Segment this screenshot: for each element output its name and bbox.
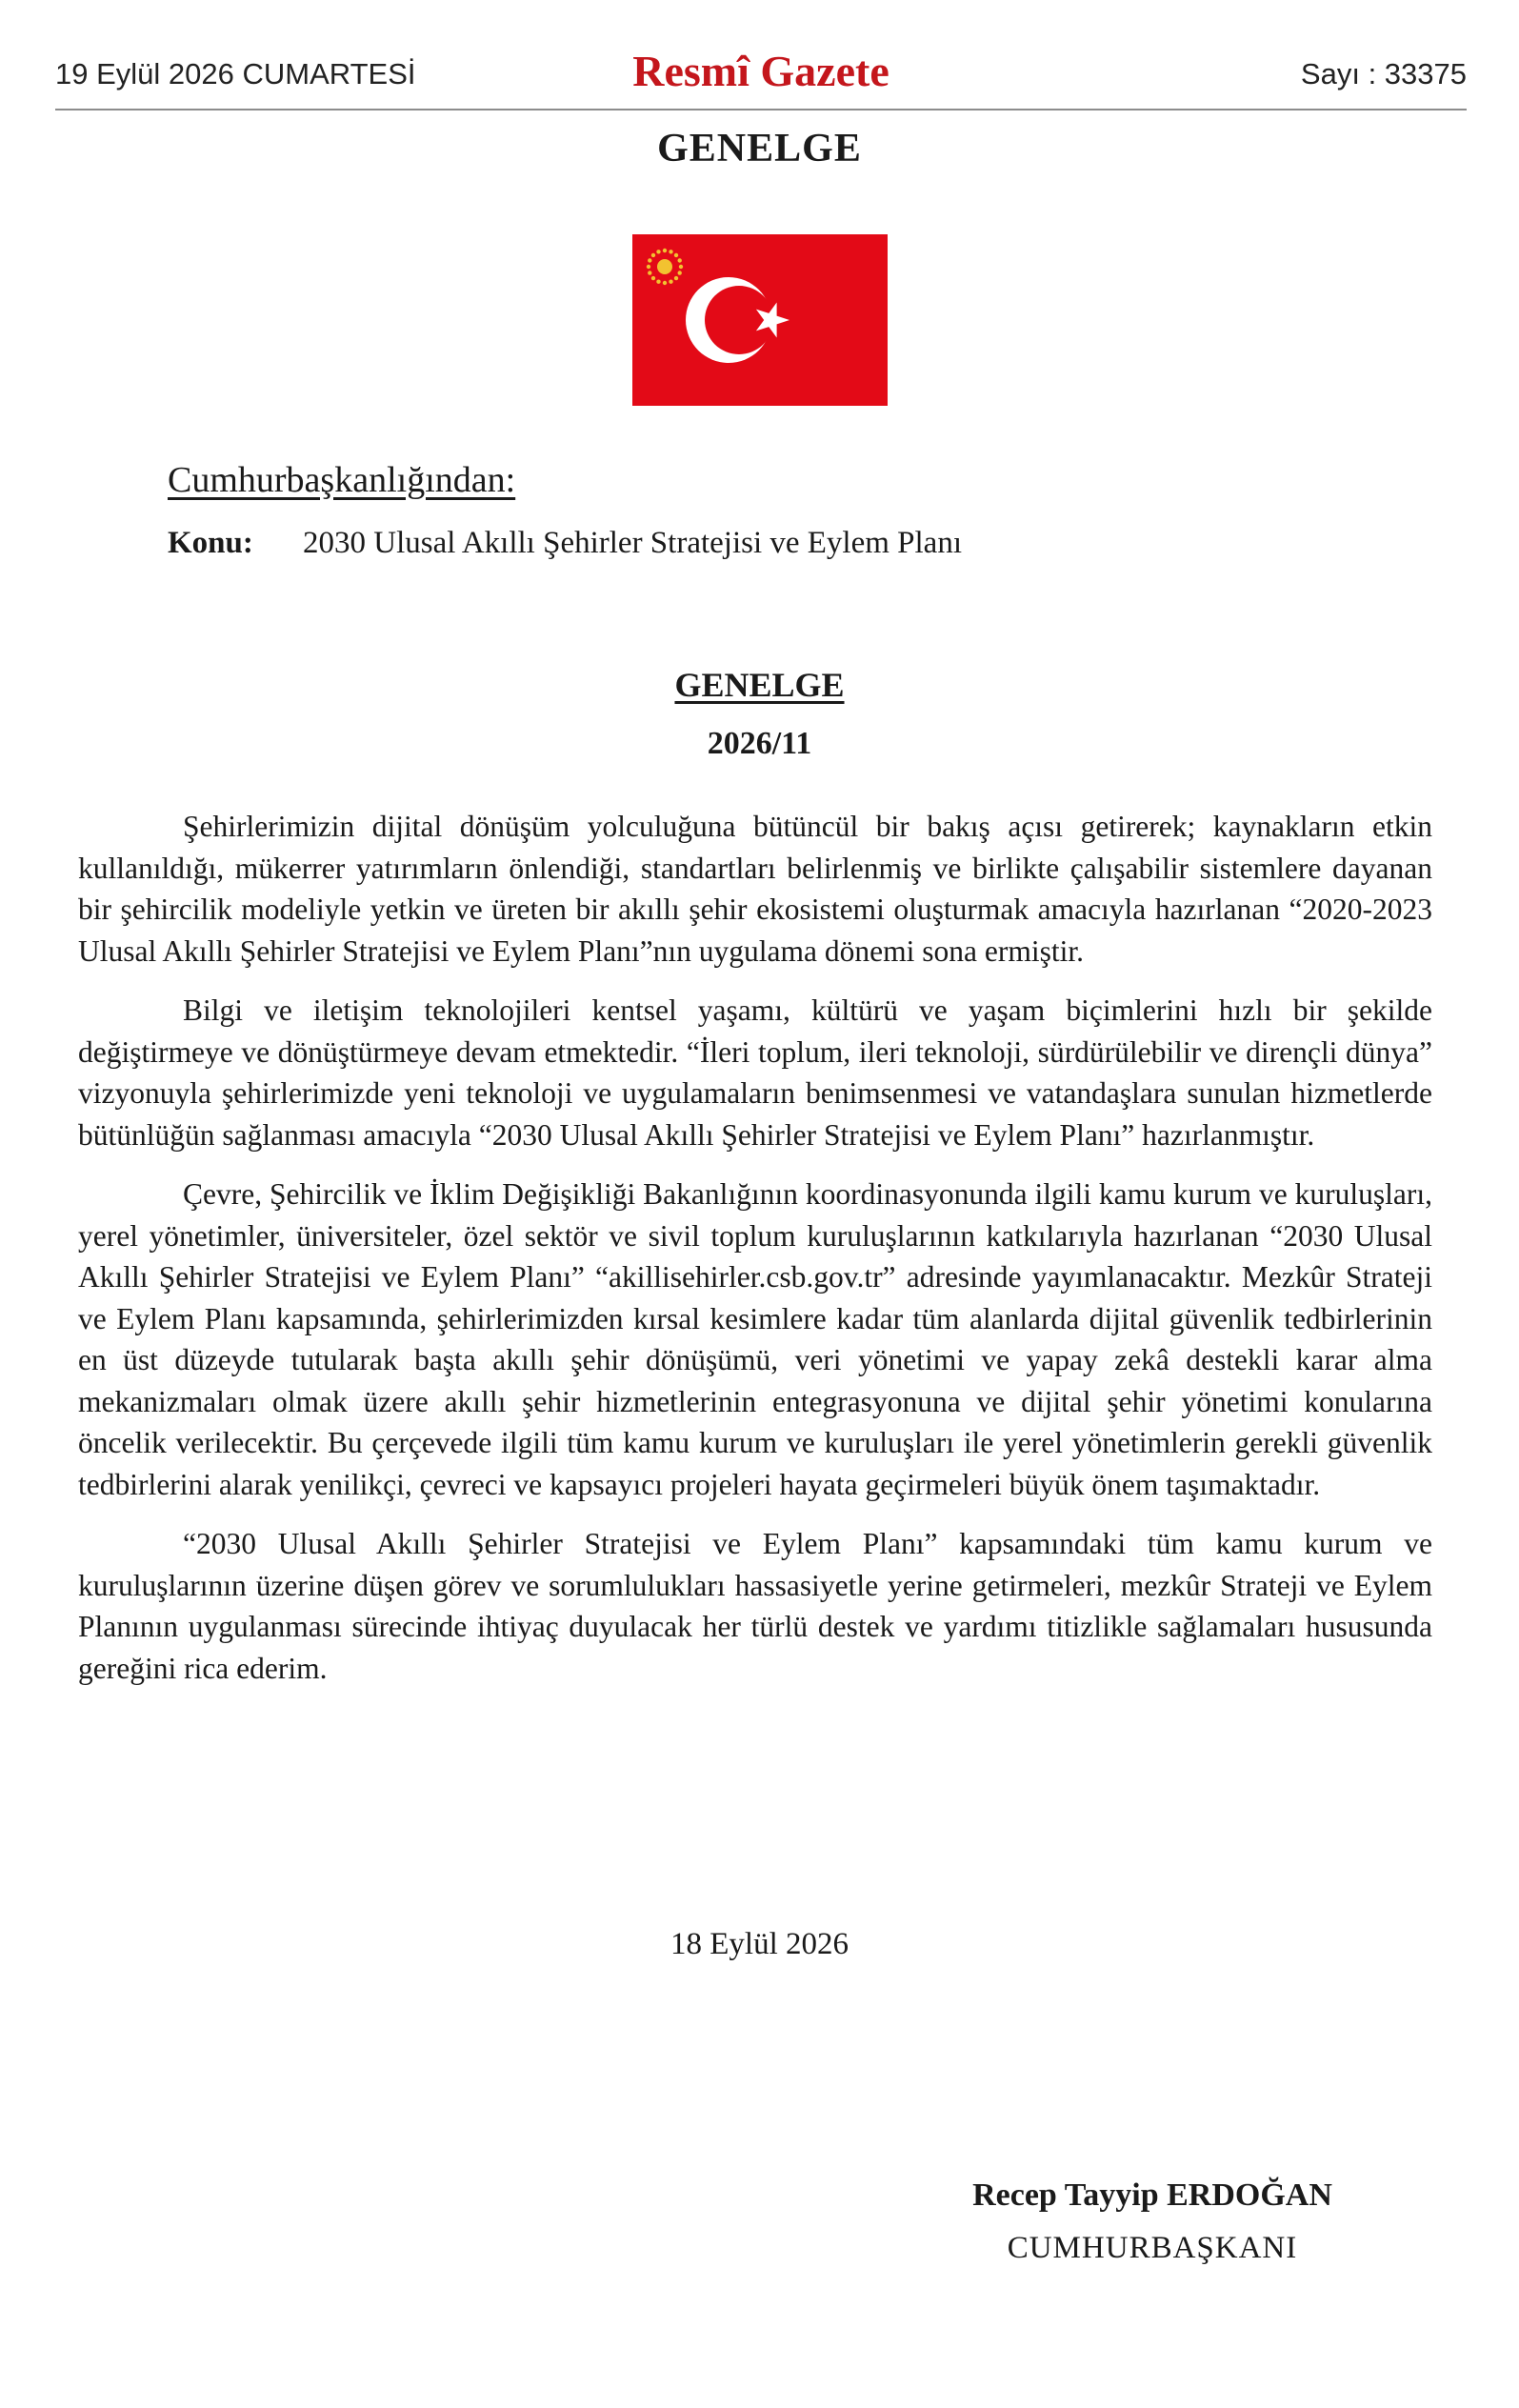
subject-line <box>168 526 962 561</box>
body-paragraph: “2030 Ulusal Akıllı Şehirler Stratejisi ve Eylem Planı” kapsamındaki tüm kamu kurum ve kuruluşlarının üzerine düşen görev ve sorumlulukları hassasiyetle yerine getirmeleri, mezkûr Strateji ve Eylem Planının uygulanması sürecinde ihtiyaç duyulacak her türlü destek ve yardımı titizlikle sağlamaları hususunda gereğini rica ederim. <box>78 1527 1432 1685</box>
subject-text: 2030 Ulusal Akıllı Şehirler Stratejisi ve Eylem Planı <box>303 526 963 560</box>
document-type-heading: GENELGE <box>657 127 862 171</box>
circular-number: 2026/11 <box>707 726 812 761</box>
signer-name: Recep Tayyip ERDOĞAN <box>972 2177 1332 2213</box>
body-paragraph: Çevre, Şehircilik ve İklim Değişikliği Bakanlığının koordinasyonunda ilgili kamu kurum ve kuruluşları, yerel yönetimler, üniversiteler, özel sektör ve sivil toplum kuruluşlarının katkılarıyla hazırlanan “2030 Ulusal Akıllı Şehirler Stratejisi ve Eylem Planı” “akillisehirler.csb.gov.tr” adresinde yayımlanacaktır. Mezkûr Strateji ve Eylem Planı kapsamında, şehirlerimizden kırsal kesimlere kadar tüm alanlarda dijital güvenlik tedbirlerinin en üst düzeyde tutularak başta akıllı şehir dönüşümü, veri yönetimi ve yapay zekâ destekli karar alma mekanizmaları olmak üzere akıllı şehir hizmetlerinin entegrasyonuna ve dijital şehir yönetimi konularına öncelik verilecektir. Bu çerçevede ilgili tüm kamu kurum ve kuruluşları ile yerel yönetimlerin gerekli güvenlik tedbirlerini alarak yenilikçi, çevreci ve kapsayıcı projeleri hayata geçirmeleri büyük önem taşımaktadır. <box>78 1177 1432 1501</box>
circular-title: GENELGE <box>674 666 845 704</box>
body-paragraph: Bilgi ve iletişim teknolojileri kentsel yaşamı, kültürü ve yaşam biçimlerini hızlı bir şekilde değiştirmeye ve dönüştürmeye devam etmektedir. “İleri toplum, ileri teknoloji, sürdürülebilir ve dirençli dünya” vizyonuyla şehirlerimizde yeni teknoloji ve uygulamaların benimsenmesi ve vatandaşlara sunulan hizmetlerde bütünlüğün sağlanması amacıyla “2030 Ulusal Akıllı Şehirler Stratejisi ve Eylem Planı” hazırlanmıştır. <box>78 993 1432 1152</box>
publication-date: 19 Eylül 2026 CUMARTESİ <box>55 57 416 90</box>
turkish-flag-icon <box>632 234 888 406</box>
issuer-line: Cumhurbaşkanlığından: <box>168 460 516 500</box>
signer-title: CUMHURBAŞKANI <box>1007 2231 1298 2265</box>
body-paragraph: Şehirlerimizin dijital dönüşüm yolculuğuna bütüncül bir bakış açısı getirerek; kaynakların etkin kullanıldığı, mükerrer yatırımların önlendiği, standartları belirlenmiş ve birlikte çalışabilir sistemlere dayanan bir şehircilik modeliyle yetkin ve üreten bir akıllı şehir ekosistemi oluşturmak amacıyla hazırlanan “2020-2023 Ulusal Akıllı Şehirler Stratejisi ve Eylem Planı”nın uygulama dönemi sona ermiştir. <box>78 810 1432 968</box>
issue-number: Sayı : 33375 <box>1300 57 1467 90</box>
subject-label: Konu: <box>168 526 253 560</box>
gazette-header <box>55 46 1467 110</box>
circular-body <box>78 806 1432 1707</box>
gazette-title: Resmî Gazete <box>632 47 889 95</box>
signature-date: 18 Eylül 2026 <box>670 1927 849 1961</box>
